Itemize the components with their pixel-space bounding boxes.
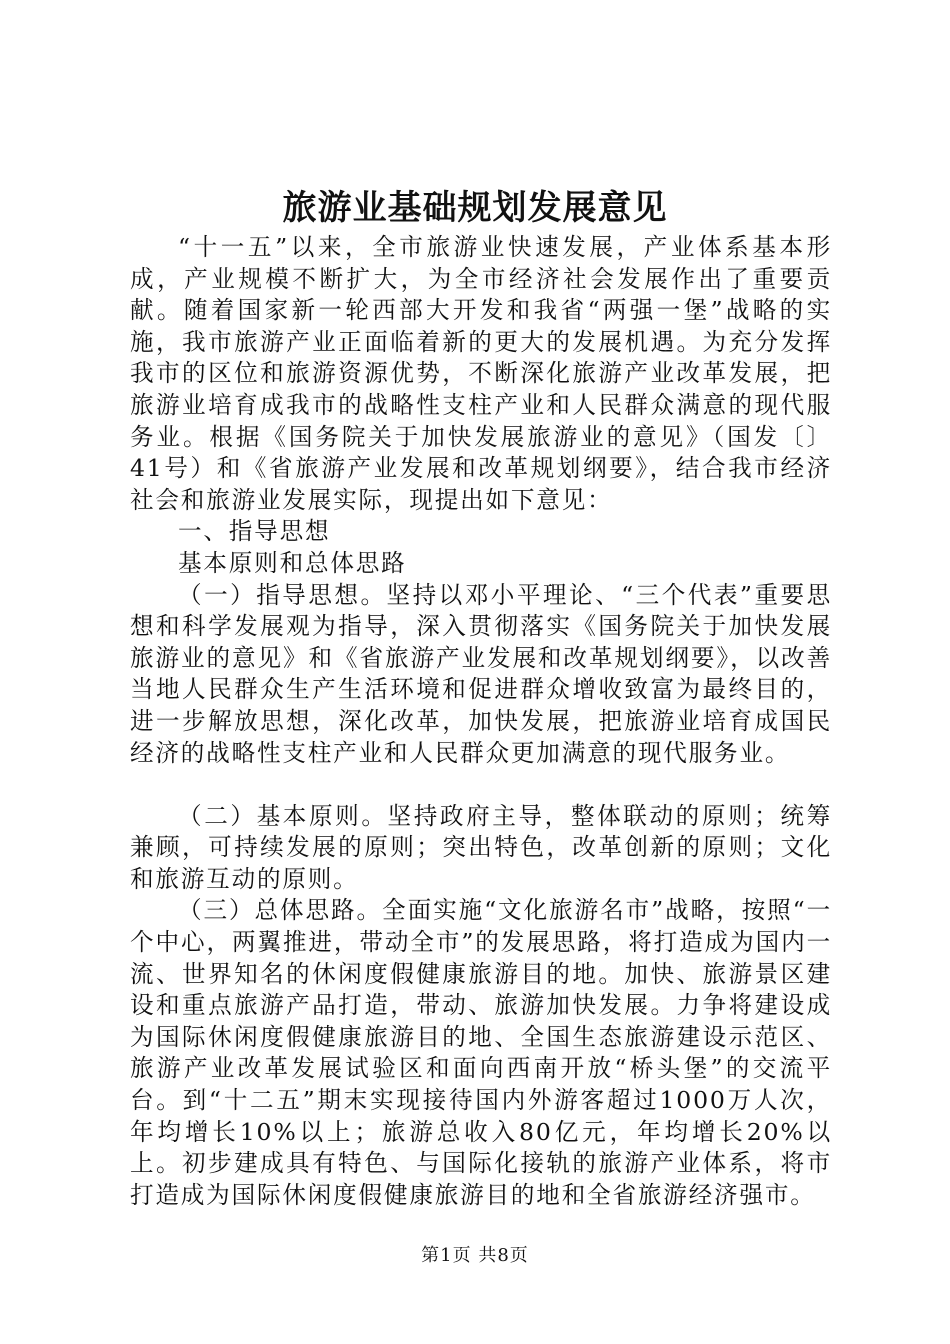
section-subheading-principles: 基本原则和总体思路 [178,548,407,577]
document-body [130,232,832,1211]
paragraph-overall-approach: （三）总体思路。全面实施“文化旅游名市”战略，按照“一个中心，两翼推进，带动全市”的发展思路，将打造成为国内一流、世界知名的休闲度假健康旅游目的地。加快、旅游景区建设和重点旅游产品打造，带动、旅游加快发展。力争将建设成为国际休闲度假健康旅游目的地、全国生态旅游建设示范区、旅游产业改革发展试验区和面向西南开放“桥头堡”的交流平台。到“十二五”期末实现接待国内外游客超过1000万人次，年均增长10%以上；旅游总收入80亿元，年均增长20%以上。初步建成具有特色、与国际化接轨的旅游产业体系，将市打造成为国际休闲度假健康旅游目的地和全省旅游经济强市。 [130,896,832,1209]
paragraph-basic-principles: （二）基本原则。坚持政府主导，整体联动的原则；统筹兼顾，可持续发展的原则；突出特色，改革创新的原则；文化和旅游互动的原则。 [130,801,832,893]
paragraph-intro: “十一五”以来，全市旅游业快速发展，产业体系基本形成，产业规模不断扩大，为全市经济社会发展作出了重要贡献。随着国家新一轮西部大开发和我省“两强一堡”战略的实施，我市旅游产业正面临着新的更大的发展机遇。为充分发挥我市的区位和旅游资源优势，不断深化旅游产业改革发展，把旅游业培育成我市的战略性支柱产业和人民群众满意的现代服务业。根据《国务院关于加快发展旅游业的意见》（国发〔〕41号）和《省旅游产业发展和改革规划纲要》，结合我市经济社会和旅游业发展实际，现提出如下意见： [130,233,832,514]
paragraph-guiding-ideology: （一）指导思想。坚持以邓小平理论、“三个代表”重要思想和科学发展观为指导，深入贯彻落实《国务院关于加快发展旅游业的意见》和《省旅游产业发展和改革规划纲要》，以改善当地人民群众生产生活环境和促进群众增收致富为最终目的，进一步解放思想，深化改革，加快发展，把旅游业培育成国民经济的战略性支柱产业和人民群众更加满意的现代服务业。 [130,580,832,767]
section-heading-guiding-ideology: 一、指导思想 [178,517,331,546]
paragraph-spacer [130,769,832,801]
page-number-footer: 第1页 共8页 [421,1245,529,1266]
document-title: 旅游业基础规划发展意见 [282,188,668,228]
